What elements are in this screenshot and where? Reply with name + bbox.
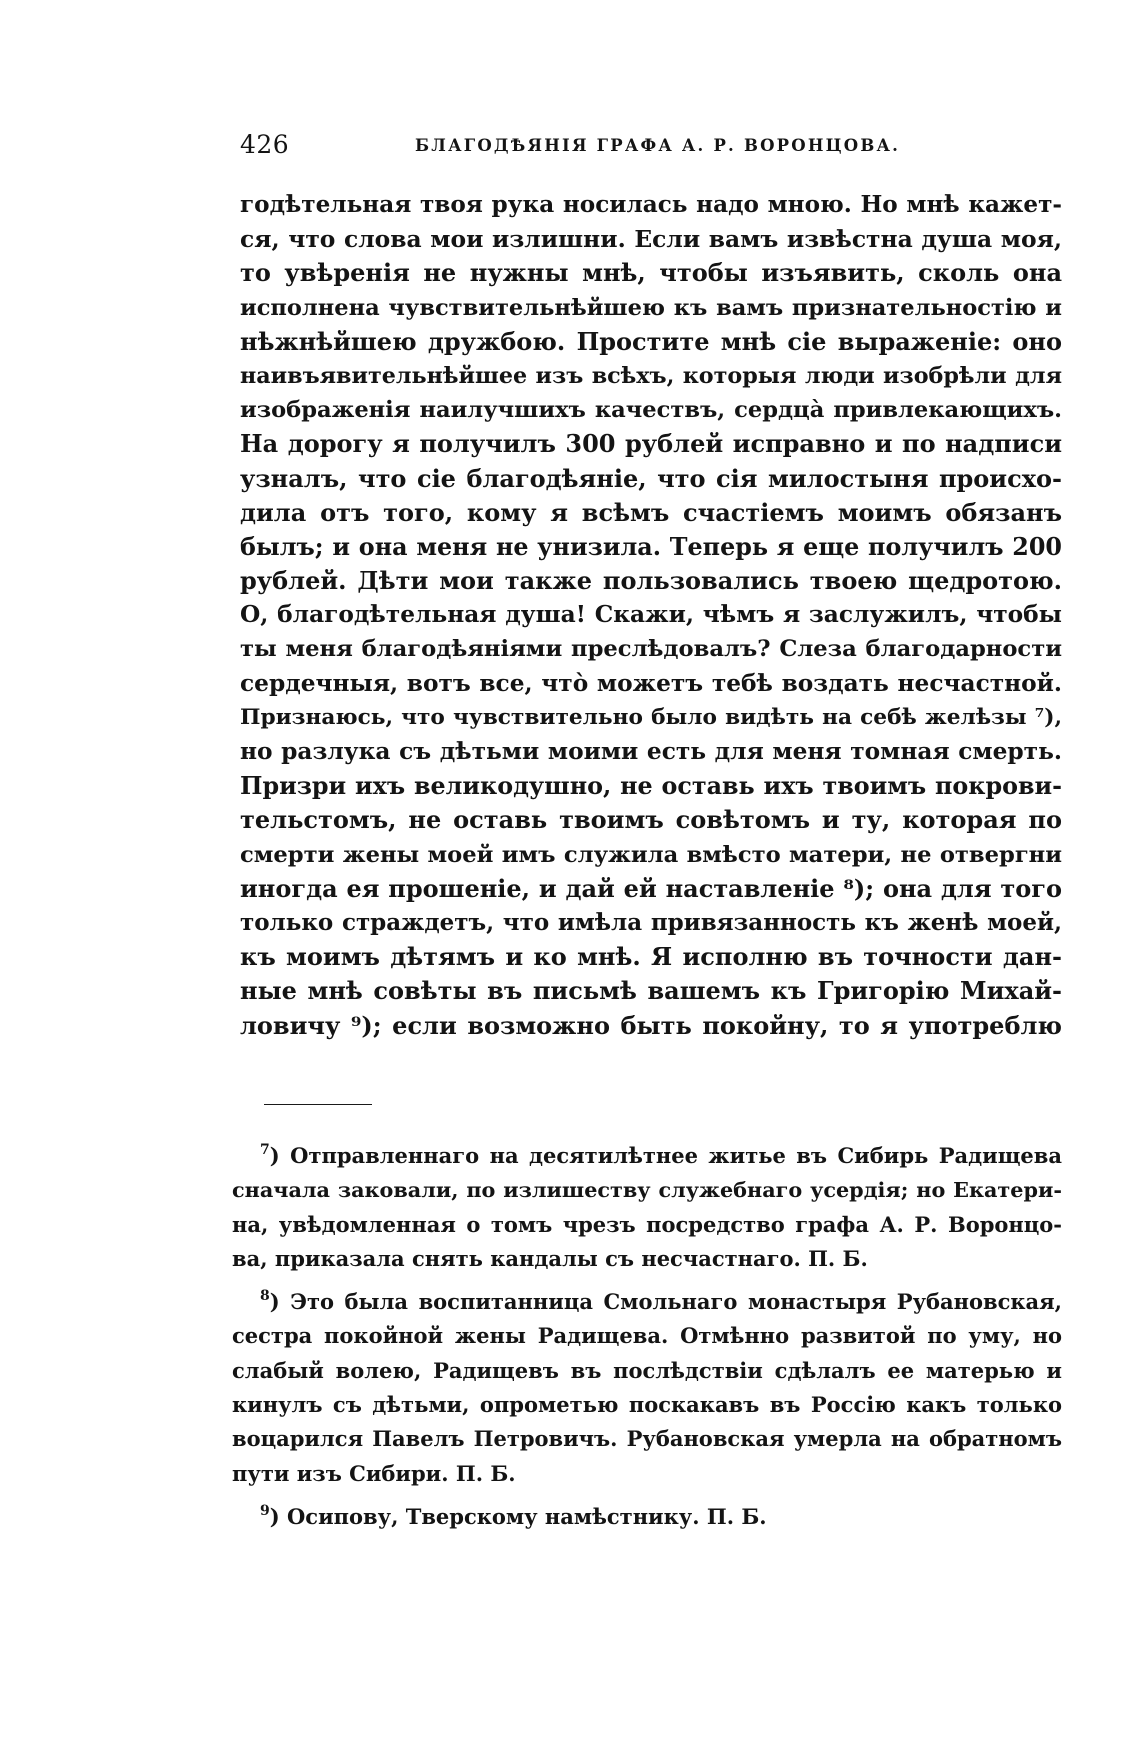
footnote-line: ва, приказала снять кандалы съ несчастнаго. П. Б. xyxy=(232,1245,868,1271)
footnote-text: Осипову, Тверскому намѣстнику. П. Б. xyxy=(287,1503,767,1529)
footnote-line: слабый волею, Радищевъ въ послѣдствіи сдѣлалъ ее матерью и xyxy=(232,1357,1062,1383)
footnote-marker: 9 xyxy=(260,1502,270,1519)
footnote-line: воцарился Павелъ Петровичъ. Рубановская умерла на обратномъ xyxy=(232,1426,1062,1452)
main-text xyxy=(240,188,1062,1043)
text-line: Признаюсь, что чувствительно было видѣть на себѣ желѣзы ⁷), xyxy=(240,704,1062,730)
text-line: О, благодѣтельная душа! Скажи, чѣмъ я заслужилъ, чтобы xyxy=(240,601,1062,629)
text-line: изображенія наилучшихъ качествъ, сердцà привлекающихъ. xyxy=(240,397,1062,424)
text-line: годѣтельная твоя рука носилась надо мною. Но мнѣ кажет- xyxy=(240,191,1062,218)
text-line: иногда ея прошеніе, и дай ей наставленіе ⁸); она для того xyxy=(240,873,1062,903)
text-line: только страждетъ, что имѣла привязанность къ женѣ моей, xyxy=(240,908,1062,936)
footnote-marker: 8 xyxy=(260,1288,270,1305)
page-number: 426 xyxy=(240,130,290,159)
text-line: то увѣренія не нужны мнѣ, чтобы изъявить, сколь она xyxy=(240,258,1062,288)
footnote-line: на, увѣдомленная о томъ чрезъ посредство графа А. Р. Воронцо- xyxy=(232,1211,1062,1237)
text-line: дила отъ того, кому я всѣмъ счастіемъ моимъ обязанъ xyxy=(240,497,1062,527)
text-line: ты меня благодѣяніями преслѣдовалъ? Слеза благодарности xyxy=(240,636,1062,663)
text-line: наивъявительнѣйшее изъ всѣхъ, которыя люди изобрѣли для xyxy=(240,362,1062,389)
running-head xyxy=(240,130,1040,170)
text-line: ся, что слова мои излишни. Если вамъ извѣстна душа моя, xyxy=(240,225,1062,254)
text-line: Призри ихъ великодушно, не оставь ихъ твоимъ покрови- xyxy=(240,772,1062,801)
text-line: къ моимъ дѣтямъ и ко мнѣ. Я исполню въ точности дан- xyxy=(240,942,1062,972)
footnote-rule xyxy=(264,1104,372,1105)
footnote-7 xyxy=(232,1139,1062,1276)
footnote-8 xyxy=(232,1285,1062,1491)
text-line: рублей. Дѣти мои также пользовались твоею щедротою. xyxy=(240,566,1062,596)
text-line: исполнена чувствительнѣйшею къ вамъ признательностію и xyxy=(240,294,1062,321)
text-line: но разлука съ дѣтьми моими есть для меня томная смерть. xyxy=(240,738,1062,765)
footnotes xyxy=(232,1139,1062,1543)
text-line: тельстомъ, не оставь твоимъ совѣтомъ и ту, которая по xyxy=(240,805,1062,835)
footnote-line: пути изъ Сибири. П. Б. xyxy=(232,1460,516,1486)
footnote-line: $^9$) Осипову, Тверскому намѣстнику. П. Б. xyxy=(260,1502,767,1529)
running-head-title: БЛАГОДѢЯНІЯ ГРАФА А. Р. ВОРОНЦОВА. xyxy=(415,136,901,155)
footnote-marker: 7 xyxy=(260,1142,270,1158)
footnote-line: кинулъ съ дѣтьми, опрометью поскакавъ въ Россію какъ только xyxy=(232,1392,1062,1418)
footnote-9 xyxy=(232,1500,1062,1534)
text-line: узналъ, что сіе благодѣяніе, что сія милостыня происхо- xyxy=(240,463,1062,493)
text-line: ные мнѣ совѣты въ письмѣ вашемъ къ Григорію Михай- xyxy=(240,976,1062,1006)
text-line: смерти жены моей имъ служила вмѣсто матери, не отвергни xyxy=(240,841,1062,868)
text-line: нѣжнѣйшею дружбою. Простите мнѣ сіе выраженіе: оно xyxy=(240,326,1062,356)
footnote-line: $^8$) Это была воспитанница Смольнаго монастыря Рубановская, xyxy=(260,1288,1062,1315)
footnote-line: сначала заковали, по излишеству служебнаго усердія; но Екатери- xyxy=(232,1178,1062,1203)
text-line: ловичу ⁹); если возможно быть покойну, то я употреблю xyxy=(240,1010,1062,1040)
text-line: сердечныя, вотъ все, чтò можетъ тебѣ воздать несчастной. xyxy=(240,669,1062,697)
text-line: былъ; и она меня не унизила. Теперь я еще получилъ 200 xyxy=(240,532,1062,561)
footnote-line: сестра покойной жены Радищева. Отмѣнно развитой по уму, но xyxy=(232,1323,1062,1349)
footnote-text: Это была воспитанница Смольнаго монастыря Рубановская, xyxy=(290,1289,1062,1315)
footnote-line: $^7$) Отправленнаго на десятилѣтнее житье въ Сибирь Радищева xyxy=(260,1142,1062,1168)
footnote-text: Отправленнаго на десятилѣтнее житье въ Сибирь Радищева xyxy=(290,1143,1062,1168)
text-line: На дорогу я получилъ 300 рублей исправно и по надписи xyxy=(240,429,1062,459)
